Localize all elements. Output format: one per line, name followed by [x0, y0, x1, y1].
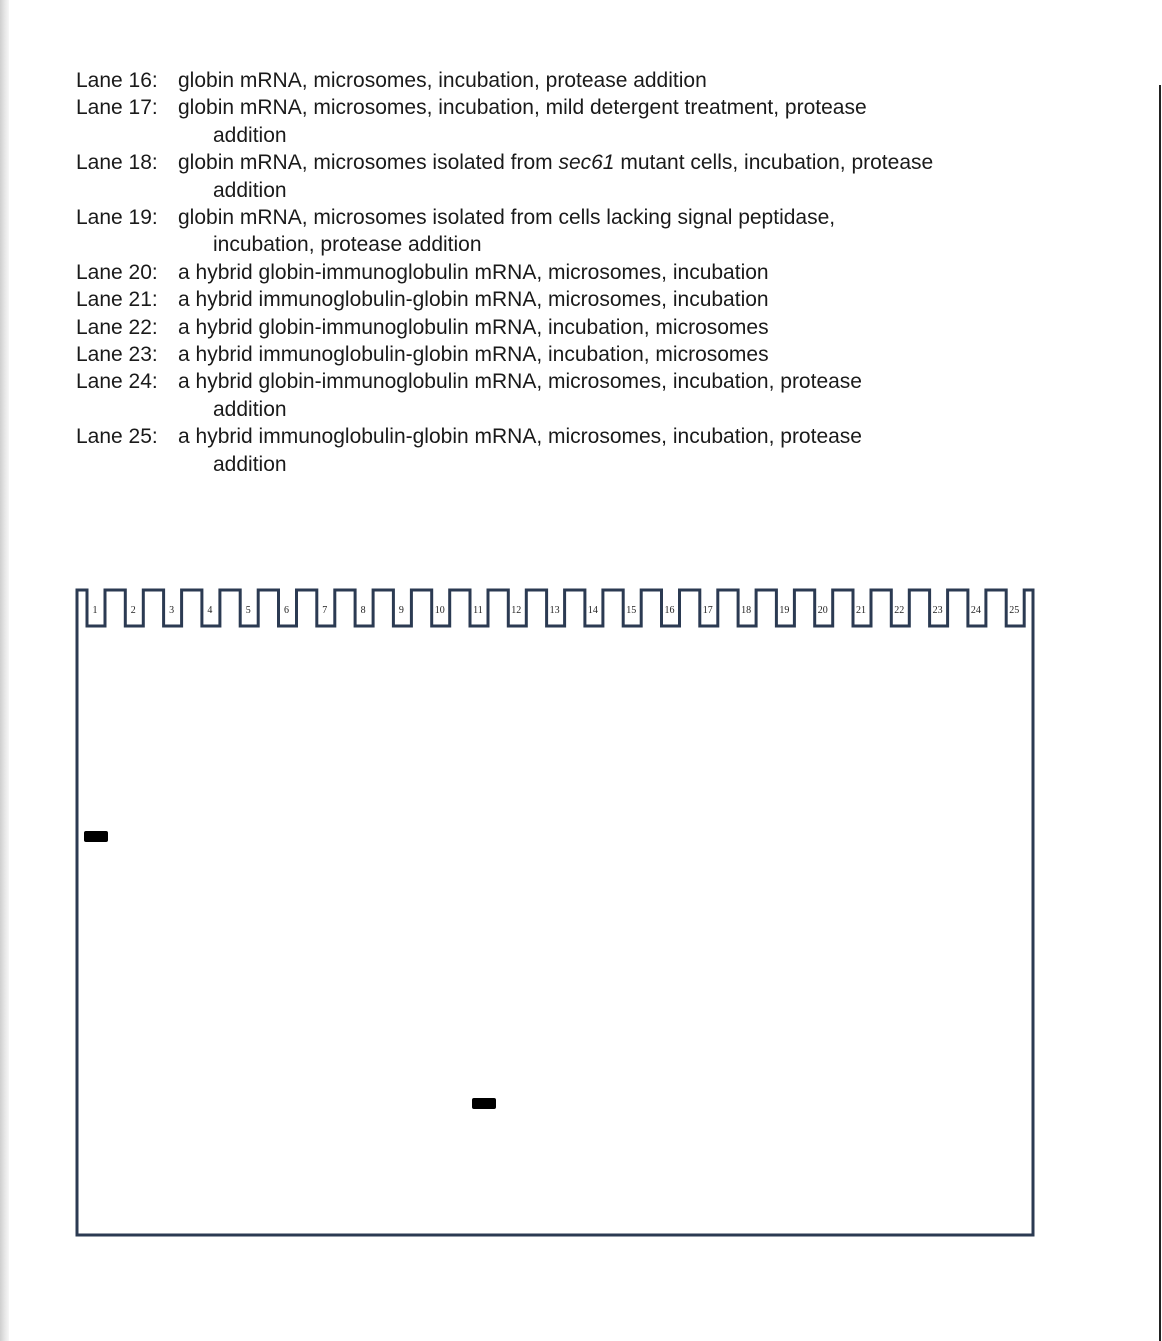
- well-number-label: 22: [894, 605, 905, 616]
- lane-label: Lane 17:: [76, 96, 158, 120]
- gel-diagram: [75, 588, 1035, 1238]
- lane-item: [76, 286, 1036, 313]
- well-number-label: 25: [1009, 605, 1020, 616]
- lane-description: globin mRNA, microsomes, incubation, mild detergent treatment, protease: [178, 96, 867, 120]
- well-number-label: 9: [398, 605, 404, 616]
- gene-name-italic: sec61: [558, 151, 615, 175]
- well-number-label: 7: [322, 605, 328, 616]
- lane-label: Lane 22:: [76, 315, 158, 339]
- lane-description: a hybrid immunoglobulin-globin mRNA, incubation, microsomes: [178, 343, 769, 367]
- lane-label: Lane 18:: [76, 151, 158, 175]
- gel-band-group: [84, 831, 496, 1109]
- lane-description-continuation: addition: [213, 178, 287, 202]
- well-number-label: 6: [284, 605, 289, 616]
- well-number-label: 18: [741, 605, 752, 616]
- well-number-label: 24: [970, 605, 981, 616]
- well-number-label: 16: [664, 605, 675, 616]
- well-number-label: 19: [779, 605, 790, 616]
- lane-label: Lane 23:: [76, 343, 158, 367]
- lane-description-continuation: addition: [213, 123, 287, 147]
- well-number-label: 13: [549, 605, 560, 616]
- lane-description-part: globin mRNA, microsomes isolated from: [178, 151, 559, 175]
- lane-item: [76, 368, 1036, 423]
- well-number-label: 2: [130, 605, 136, 616]
- lane-description: a hybrid globin-immunoglobulin mRNA, incubation, microsomes: [178, 315, 769, 339]
- lane-label: Lane 19:: [76, 206, 158, 230]
- lane-description: a hybrid immunoglobulin-globin mRNA, microsomes, incubation: [178, 288, 769, 312]
- well-number-label: 1: [92, 605, 98, 616]
- lane-item: [76, 423, 1036, 478]
- well-label-group: [93, 605, 1020, 616]
- gel-outline: [77, 590, 1033, 1235]
- lane-description: a hybrid globin-immunoglobulin mRNA, microsomes, incubation, protease: [178, 370, 862, 394]
- well-number-label: 8: [360, 605, 366, 616]
- lane-label: Lane 21:: [76, 288, 158, 312]
- well-number-label: 15: [626, 605, 637, 616]
- well-number-label: 11: [473, 605, 483, 616]
- lane-description: a hybrid globin-immunoglobulin mRNA, microsomes, incubation: [178, 260, 769, 284]
- lane-description-continuation: addition: [213, 397, 287, 421]
- gel-band: [472, 1098, 496, 1109]
- page-edge-shadow: [0, 0, 9, 1341]
- lane-item: [76, 341, 1036, 368]
- lane-label: Lane 25:: [76, 425, 158, 449]
- lane-item: [76, 94, 1036, 149]
- well-number-label: 14: [587, 605, 598, 616]
- lane-description: a hybrid immunoglobulin-globin mRNA, microsomes, incubation, protease: [178, 425, 862, 449]
- lane-label: Lane 24:: [76, 370, 158, 394]
- lane-label: Lane 20:: [76, 260, 158, 284]
- well-number-label: 17: [702, 605, 713, 616]
- well-number-label: 5: [245, 605, 251, 616]
- lane-item: [76, 259, 1036, 286]
- lane-description-continuation: incubation, protease addition: [213, 233, 482, 257]
- lane-description-continuation: addition: [213, 452, 287, 476]
- well-number-label: 23: [932, 605, 943, 616]
- lane-description: globin mRNA, microsomes isolated from cells lacking signal peptidase,: [178, 206, 836, 230]
- well-number-label: 4: [207, 605, 213, 616]
- lane-item: [76, 67, 1036, 94]
- gel-band: [84, 831, 108, 842]
- well-number-label: 12: [511, 605, 522, 616]
- lane-description: globin mRNA, microsomes, incubation, protease addition: [178, 69, 707, 92]
- gel-svg: [75, 588, 1035, 1238]
- well-number-label: 10: [434, 605, 445, 616]
- page-right-border: [1159, 85, 1161, 1341]
- lane-item: [76, 149, 1036, 204]
- well-number-label: 3: [169, 605, 175, 616]
- lane-description-part: mutant cells, incubation, protease: [614, 151, 934, 175]
- lane-description: [178, 149, 1036, 176]
- lane-item: [76, 314, 1036, 341]
- lane-item: [76, 204, 1036, 259]
- lane-description-list: [76, 67, 1036, 478]
- well-number-label: 20: [817, 605, 828, 616]
- lane-label: Lane 16:: [76, 69, 158, 92]
- well-number-label: 21: [856, 605, 866, 616]
